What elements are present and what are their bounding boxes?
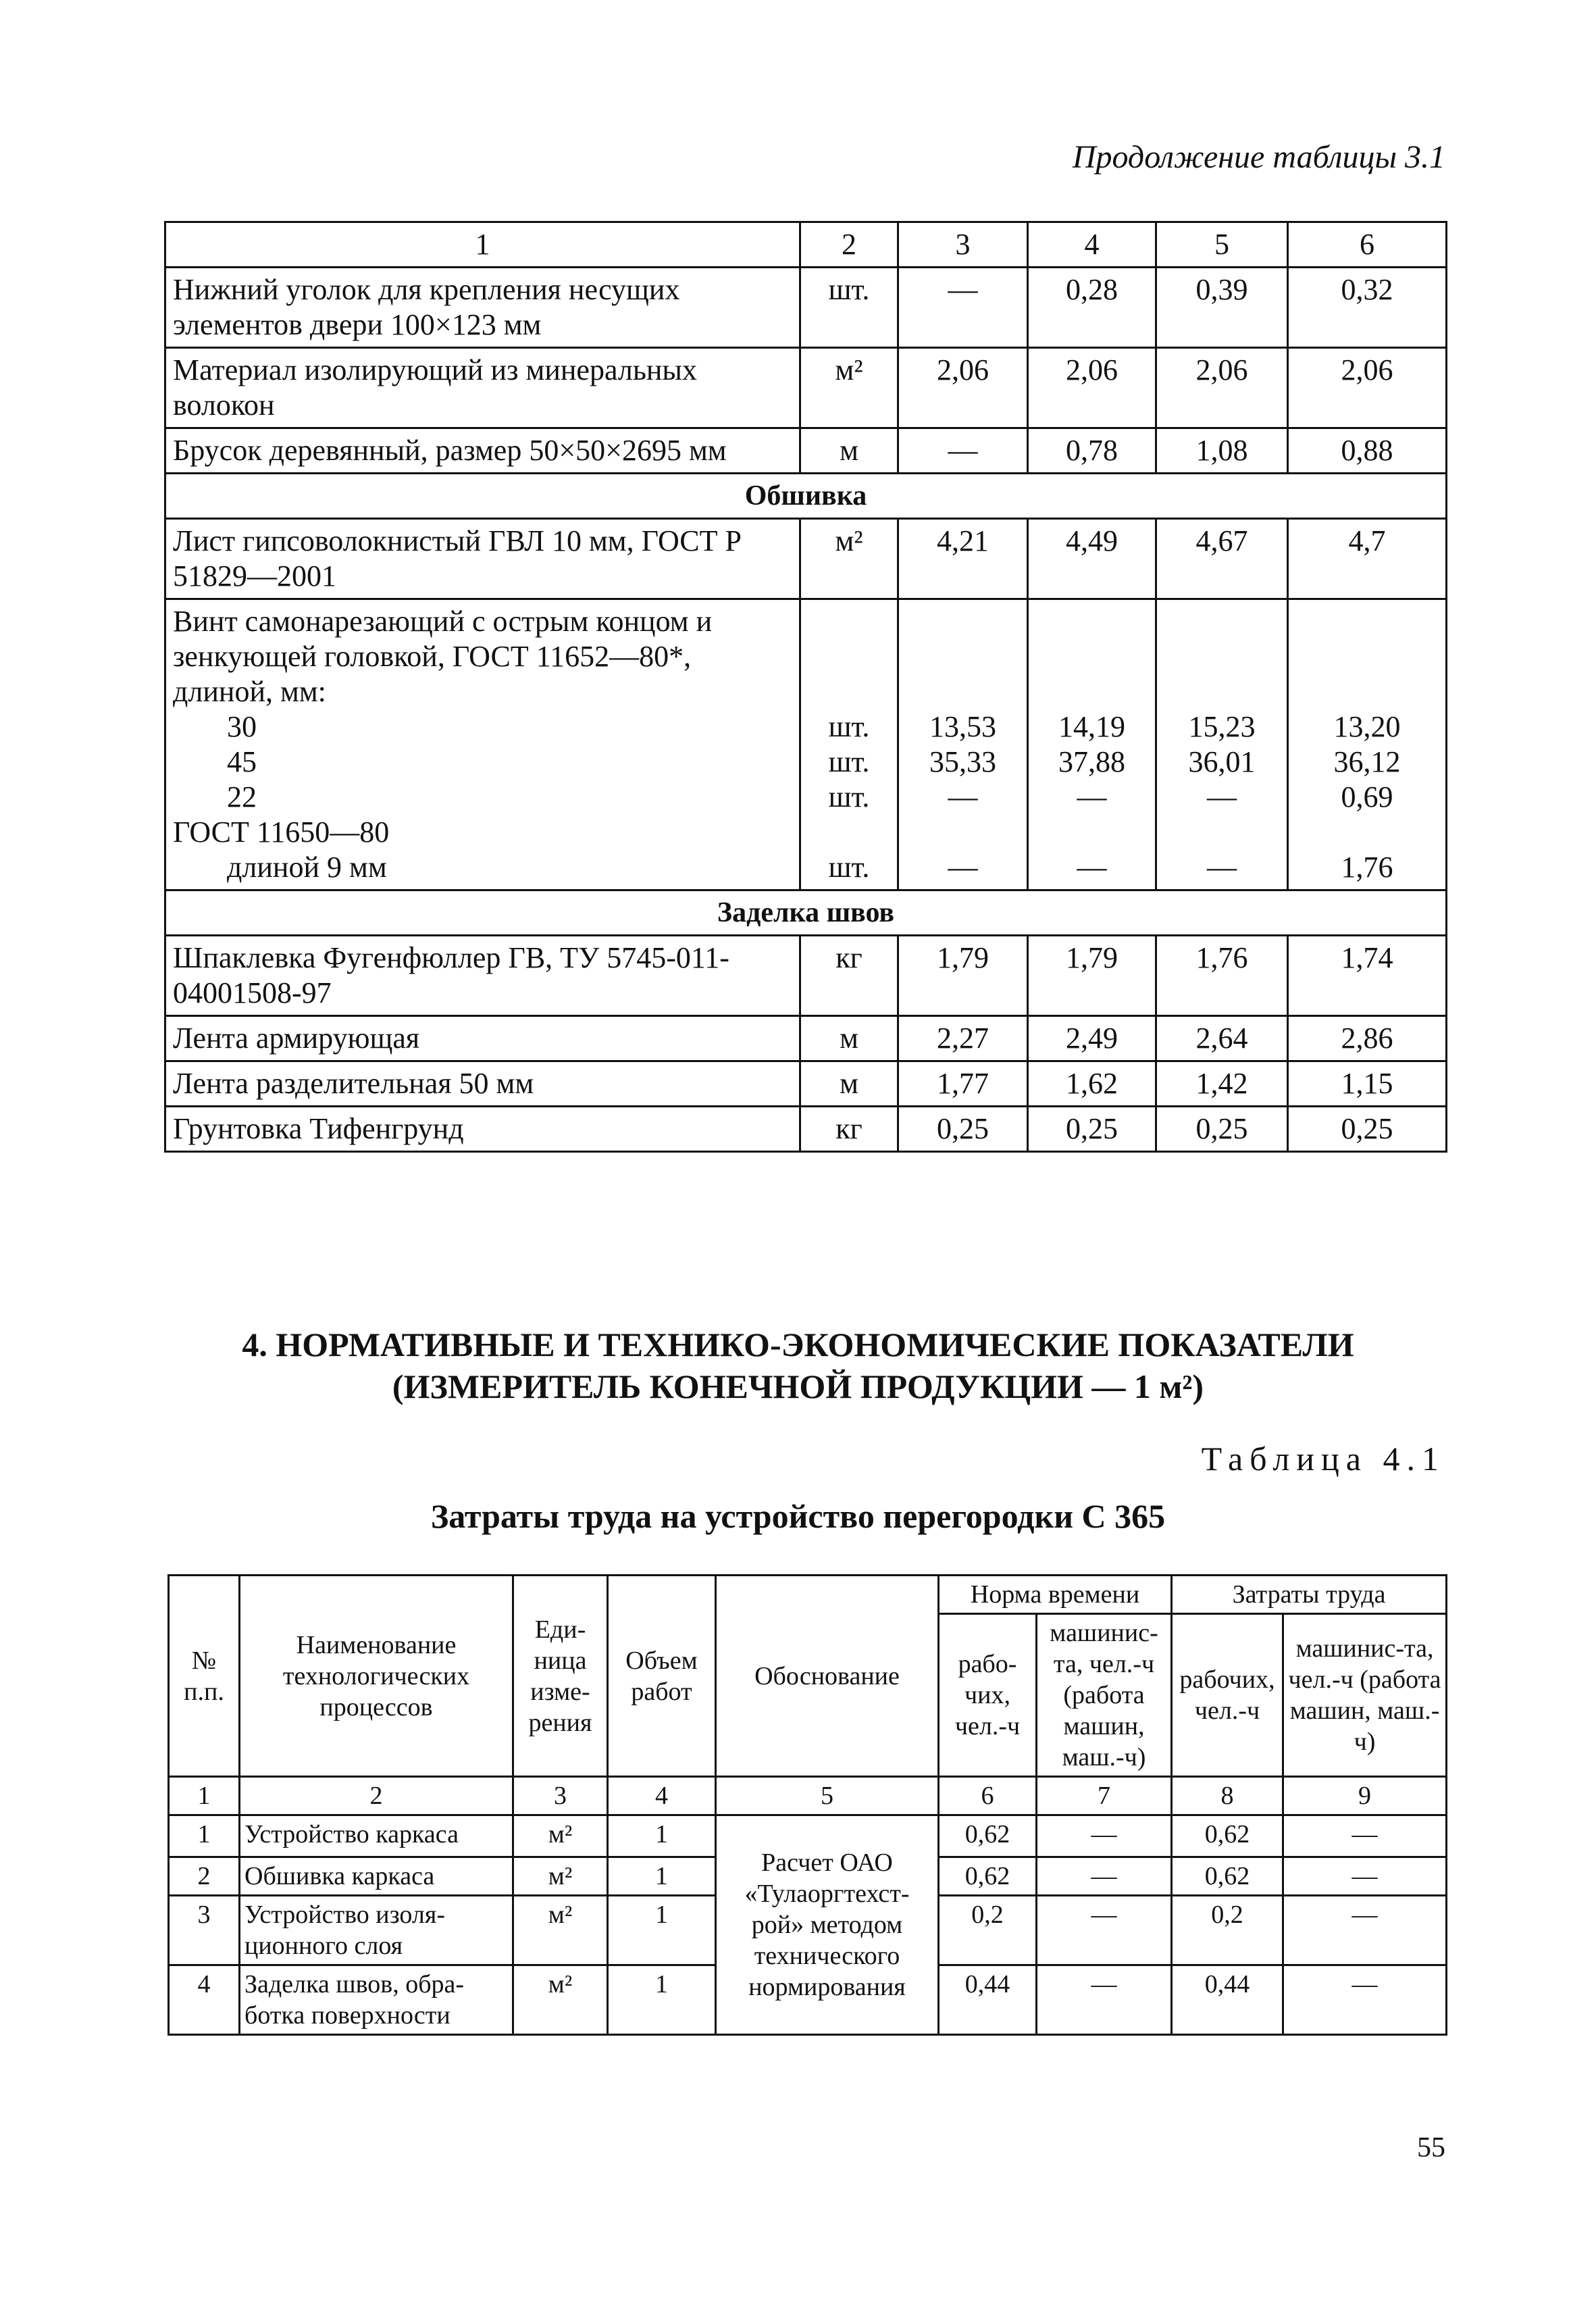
unit-cell: кг xyxy=(800,936,898,1016)
basis-cell: Расчет ОАО «Тулаоргтехст-рой» методом технического нормирования xyxy=(716,1815,939,2035)
gost-label: ГОСТ 11650—80 xyxy=(173,815,390,849)
material-name: Лист гипсоволокнистый ГВЛ 10 мм, ГОСТ Р 51829—2001 xyxy=(165,519,800,599)
col-header: 3 xyxy=(898,222,1028,268)
header-row xyxy=(169,1576,1447,1614)
value-cell: 2,27 xyxy=(898,1016,1028,1061)
value: — xyxy=(1207,851,1237,884)
value-cell: — xyxy=(1037,1896,1172,1965)
row-number: 4 xyxy=(169,1965,240,2035)
col-number: 7 xyxy=(1037,1777,1172,1815)
unit: шт. xyxy=(828,780,870,813)
value-cell xyxy=(1156,599,1288,890)
value-cell: — xyxy=(1283,1815,1447,1857)
row-number: 2 xyxy=(169,1857,240,1896)
value-cell: 0,2 xyxy=(1172,1896,1283,1965)
unit-cell: кг xyxy=(800,1107,898,1152)
value: — xyxy=(1077,780,1107,813)
header-norm: Норма времени xyxy=(939,1576,1172,1614)
header-unit: Еди-ница изме-рения xyxy=(513,1576,608,1777)
value-cell: 0,25 xyxy=(1288,1107,1447,1152)
value: 14,19 xyxy=(1058,710,1125,743)
value-cell: 0,62 xyxy=(1172,1857,1283,1896)
value: 1,76 xyxy=(1341,851,1393,884)
value-cell: 0,88 xyxy=(1288,428,1447,474)
process-name: Устройство изоля-ционного слоя xyxy=(240,1896,513,1965)
volume-cell: 1 xyxy=(608,1896,716,1965)
material-name: Грунтовка Тифенгрунд xyxy=(165,1107,800,1152)
unit-cell: м² xyxy=(513,1815,608,1857)
column-number-row xyxy=(169,1777,1447,1815)
vint-title: Винт самонарезающий с острым концом и зенкующей головкой, ГОСТ 11652—80*, длиной, мм: xyxy=(173,605,713,708)
material-name: Лента армирующая xyxy=(165,1016,800,1061)
value-cell xyxy=(898,599,1028,890)
value-cell: 0,28 xyxy=(1028,268,1156,348)
volume-cell: 1 xyxy=(608,1815,716,1857)
unit: шт. xyxy=(828,710,870,743)
value-cell: 2,06 xyxy=(1156,348,1288,428)
col-header: 6 xyxy=(1288,222,1447,268)
value-cell: 0,62 xyxy=(939,1857,1037,1896)
value-cell: 0,62 xyxy=(1172,1815,1283,1857)
process-name: Обшивка каркаса xyxy=(240,1857,513,1896)
header-workers: рабо-чих, чел.-ч xyxy=(939,1614,1037,1777)
sub-label: 45 xyxy=(227,745,257,778)
value-cell: 2,86 xyxy=(1288,1016,1447,1061)
table-row xyxy=(165,268,1447,348)
material-name: Материал изолирующий из минеральных волокон xyxy=(165,348,800,428)
value-cell: 0,78 xyxy=(1028,428,1156,474)
table-header-row xyxy=(165,222,1447,268)
section-zadelka: Заделка швов xyxy=(165,890,1447,936)
col-header: 1 xyxy=(165,222,800,268)
col-number: 9 xyxy=(1283,1777,1447,1815)
material-name: Брусок деревянный, размер 50×50×2695 мм xyxy=(165,428,800,474)
header-cost: Затраты труда xyxy=(1172,1576,1447,1614)
value: — xyxy=(1077,851,1107,884)
value-cell: 4,21 xyxy=(898,519,1028,599)
value: 13,20 xyxy=(1333,710,1401,743)
col-header: 2 xyxy=(800,222,898,268)
table-row xyxy=(165,428,1447,474)
table-row xyxy=(165,1107,1447,1152)
value: 13,53 xyxy=(929,710,996,743)
value-cell: 0,2 xyxy=(939,1896,1037,1965)
value-cell: 0,25 xyxy=(1156,1107,1288,1152)
value-cell: — xyxy=(1283,1896,1447,1965)
materials-table xyxy=(164,221,1447,1153)
value-cell: — xyxy=(1283,1857,1447,1896)
value-cell: 1,76 xyxy=(1156,936,1288,1016)
material-name: Лента разделительная 50 мм xyxy=(165,1061,800,1107)
value-cell: — xyxy=(1037,1857,1172,1896)
value-cell: 2,64 xyxy=(1156,1016,1288,1061)
value-cell: 2,06 xyxy=(1028,348,1156,428)
value: — xyxy=(1207,780,1237,813)
value-cell: 4,67 xyxy=(1156,519,1288,599)
process-name: Заделка швов, обра-ботка поверхности xyxy=(240,1965,513,2035)
continuation-caption: Продолжение таблицы 3.1 xyxy=(1072,139,1445,175)
value: 0,69 xyxy=(1341,780,1393,813)
page-number: 55 xyxy=(1417,2132,1445,2163)
material-name: Шпаклевка Фугенфюллер ГВ, ТУ 5745-011-04001508-97 xyxy=(165,936,800,1016)
value: — xyxy=(948,780,978,813)
labor-cost-table xyxy=(168,1574,1447,2036)
col-header: 4 xyxy=(1028,222,1156,268)
table-row-vint xyxy=(165,599,1447,890)
sub-label: длиной 9 мм xyxy=(227,851,387,884)
value-cell: 2,06 xyxy=(1288,348,1447,428)
unit-cell: м² xyxy=(800,519,898,599)
value-cell: 4,49 xyxy=(1028,519,1156,599)
table-row xyxy=(165,519,1447,599)
value-cell: 2,49 xyxy=(1028,1016,1156,1061)
table-label: Таблица 4.1 xyxy=(1201,1440,1445,1478)
value-cell: 1,77 xyxy=(898,1061,1028,1107)
value: 36,12 xyxy=(1333,745,1401,778)
table-row xyxy=(165,1061,1447,1107)
material-name xyxy=(165,599,800,890)
col-number: 3 xyxy=(513,1777,608,1815)
value-cell: — xyxy=(1037,1965,1172,2035)
header-machinist: машинис-та, чел.-ч (работа машин, маш.-ч) xyxy=(1283,1614,1447,1777)
section-heading-line2: (ИЗМЕРИТЕЛЬ КОНЕЧНОЙ ПРОДУКЦИИ — 1 м²) xyxy=(392,1367,1204,1405)
section-heading-line1: 4. НОРМАТИВНЫЕ И ТЕХНИКО-ЭКОНОМИЧЕСКИЕ ПОКАЗАТЕЛИ xyxy=(242,1326,1354,1363)
header-num: № п.п. xyxy=(169,1576,240,1777)
value-cell: 0,32 xyxy=(1288,268,1447,348)
section-row xyxy=(165,890,1447,936)
unit-cell: м² xyxy=(513,1896,608,1965)
value: 37,88 xyxy=(1058,745,1125,778)
header-workers: рабочих, чел.-ч xyxy=(1172,1614,1283,1777)
value-cell: — xyxy=(898,268,1028,348)
value-cell: — xyxy=(1037,1815,1172,1857)
value: 36,01 xyxy=(1188,745,1256,778)
value-cell: 1,79 xyxy=(1028,936,1156,1016)
unit-cell xyxy=(800,599,898,890)
section-row xyxy=(165,474,1447,519)
header-basis: Обоснование xyxy=(716,1576,939,1777)
unit-cell: шт. xyxy=(800,268,898,348)
row-number: 3 xyxy=(169,1896,240,1965)
value-cell: 1,62 xyxy=(1028,1061,1156,1107)
volume-cell: 1 xyxy=(608,1857,716,1896)
col-number: 5 xyxy=(716,1777,939,1815)
value-cell: 4,7 xyxy=(1288,519,1447,599)
value-cell: 1,15 xyxy=(1288,1061,1447,1107)
value-cell: — xyxy=(898,428,1028,474)
header-name: Наименование технологических процессов xyxy=(240,1576,513,1777)
unit-cell: м xyxy=(800,428,898,474)
value-cell: 0,62 xyxy=(939,1815,1037,1857)
value-cell: 1,08 xyxy=(1156,428,1288,474)
col-number: 8 xyxy=(1172,1777,1283,1815)
value-cell: 0,39 xyxy=(1156,268,1288,348)
value-cell: 0,44 xyxy=(1172,1965,1283,2035)
value: 15,23 xyxy=(1188,710,1256,743)
col-number: 4 xyxy=(608,1777,716,1815)
value-cell: 0,25 xyxy=(1028,1107,1156,1152)
table-row xyxy=(165,1016,1447,1061)
sub-label: 30 xyxy=(227,710,257,743)
value-cell: 2,06 xyxy=(898,348,1028,428)
material-name: Нижний уголок для крепления несущих элементов двери 100×123 мм xyxy=(165,268,800,348)
value-cell: — xyxy=(1283,1965,1447,2035)
value-cell xyxy=(1028,599,1156,890)
table-row xyxy=(165,348,1447,428)
unit-cell: м² xyxy=(800,348,898,428)
volume-cell: 1 xyxy=(608,1965,716,2035)
col-number: 2 xyxy=(240,1777,513,1815)
value-cell: 1,74 xyxy=(1288,936,1447,1016)
value-cell xyxy=(1288,599,1447,890)
row-number: 1 xyxy=(169,1815,240,1857)
col-header: 5 xyxy=(1156,222,1288,268)
table-row xyxy=(169,1815,1447,1857)
process-name: Устройство каркаса xyxy=(240,1815,513,1857)
unit: шт. xyxy=(828,745,870,778)
value-cell: 1,79 xyxy=(898,936,1028,1016)
sub-label: 22 xyxy=(227,780,257,813)
table-title: Затраты труда на устройство перегородки С 365 xyxy=(430,1497,1166,1535)
section-obshivka: Обшивка xyxy=(165,474,1447,519)
header-volume: Объем работ xyxy=(608,1576,716,1777)
table-row xyxy=(165,936,1447,1016)
value-cell: 0,44 xyxy=(939,1965,1037,2035)
col-number: 6 xyxy=(939,1777,1037,1815)
value-cell: 0,25 xyxy=(898,1107,1028,1152)
value-cell: 1,42 xyxy=(1156,1061,1288,1107)
header-machinist: машинис-та, чел.-ч (работа машин, маш.-ч) xyxy=(1037,1614,1172,1777)
unit-cell: м xyxy=(800,1016,898,1061)
unit-cell: м² xyxy=(513,1857,608,1896)
col-number: 1 xyxy=(169,1777,240,1815)
unit-cell: м² xyxy=(513,1965,608,2035)
unit-cell: м xyxy=(800,1061,898,1107)
value: — xyxy=(948,851,978,884)
unit: шт. xyxy=(828,851,870,884)
value: 35,33 xyxy=(929,745,996,778)
